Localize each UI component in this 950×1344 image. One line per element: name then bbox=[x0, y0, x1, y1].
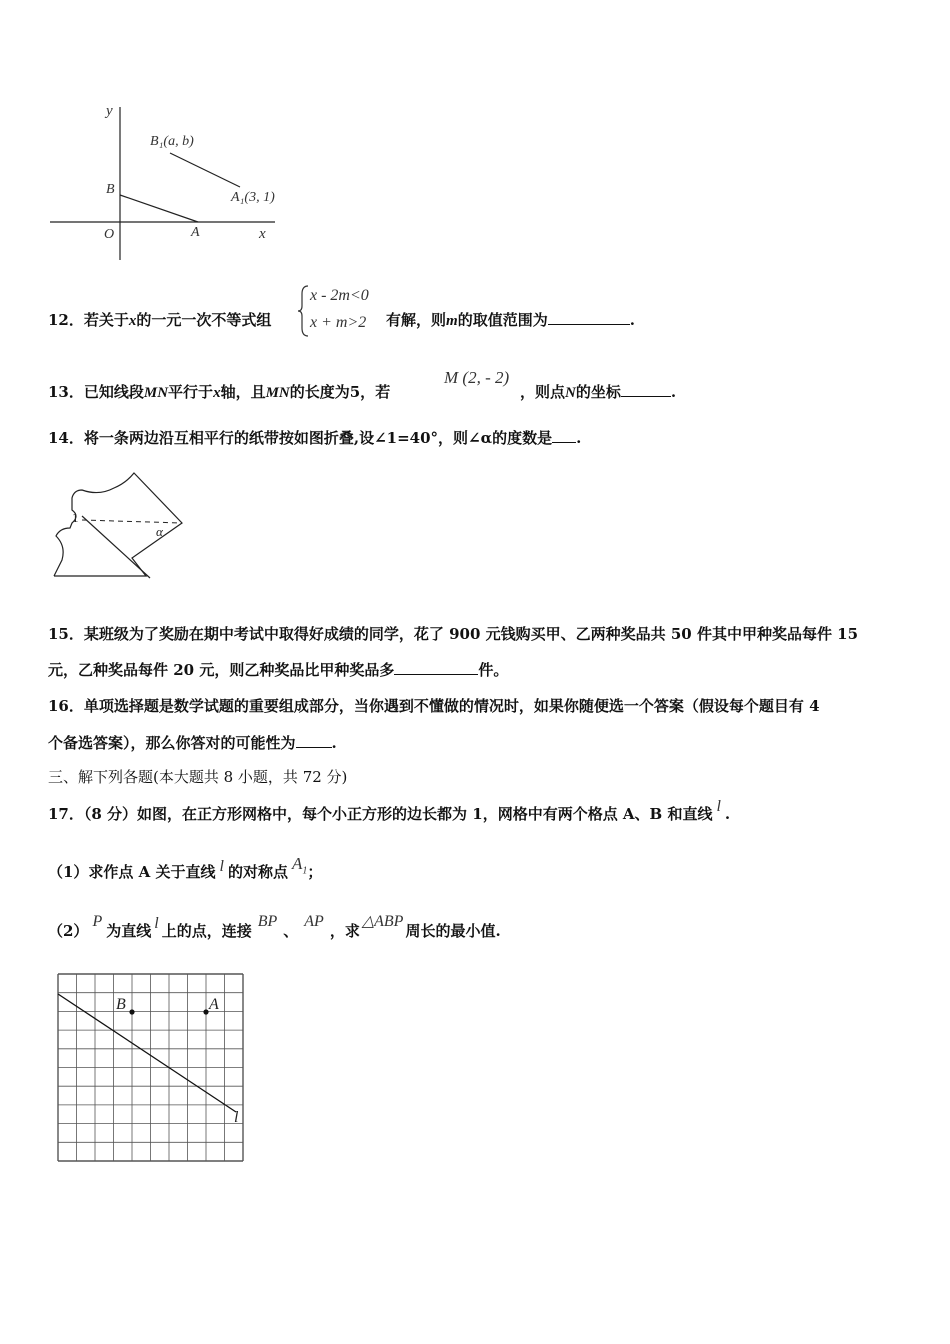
q17-p2-e: 周长的最小值. bbox=[405, 922, 501, 940]
question-17-part-1 bbox=[48, 854, 323, 889]
segment-ab bbox=[120, 195, 198, 222]
question-13-tail bbox=[520, 382, 676, 403]
q13-mn-1: MN bbox=[143, 385, 169, 401]
question-13 bbox=[48, 382, 390, 403]
q17-p2-a: （2） bbox=[48, 922, 89, 940]
question-15-line-1 bbox=[48, 624, 858, 644]
point-b-label: B bbox=[116, 996, 126, 1013]
origin-label: O bbox=[104, 227, 115, 242]
question-16-line-1 bbox=[48, 696, 820, 716]
q17-p2-sep: 、 bbox=[283, 922, 299, 940]
q14-answer-blank[interactable] bbox=[552, 428, 576, 443]
q17-p2-bp: BP bbox=[257, 913, 278, 930]
q12-suffix-b: 的取值范围为 bbox=[457, 311, 548, 329]
segment-a1b1 bbox=[170, 153, 240, 187]
fold-line bbox=[82, 516, 150, 578]
q17-p1-a: （1）求作点 A 关于直线 bbox=[48, 863, 216, 881]
q12-mid: 的一元一次不等式组 bbox=[136, 311, 272, 329]
q13-t4: ，则点 bbox=[520, 383, 566, 401]
q12-suffix-a: 有解，则 bbox=[386, 311, 447, 329]
question-17 bbox=[48, 798, 731, 825]
q17-p2-triangle: △ABP bbox=[361, 913, 404, 930]
question-15-line-2 bbox=[48, 660, 508, 680]
q17-p2-d: ，求 bbox=[329, 922, 360, 940]
x-label: x bbox=[259, 226, 266, 242]
angle-1-label: 1 bbox=[72, 510, 79, 525]
b-label: B bbox=[106, 182, 115, 197]
q17-p2-l: l bbox=[154, 915, 159, 932]
question-16-line-2 bbox=[48, 733, 337, 753]
q16-answer-blank[interactable] bbox=[296, 733, 332, 748]
point-a bbox=[203, 1009, 208, 1014]
q17-a1-letter: A bbox=[292, 854, 303, 873]
grid-figure bbox=[56, 972, 256, 1168]
q17-p1-point-a1 bbox=[292, 854, 308, 877]
q13-point-m: M (2, - 2) bbox=[444, 368, 510, 387]
q13-t1: 平行于 bbox=[168, 383, 214, 401]
q13-mn-2: MN bbox=[265, 385, 290, 401]
q14-text: 14．将一条两边沿互相平行的纸带按如图折叠,设∠1=40°，则∠α的度数是 bbox=[48, 429, 553, 447]
strip-dashed-edge bbox=[82, 520, 182, 523]
section-3-heading bbox=[48, 767, 347, 787]
section-3-title: 三、解下列各题(本大题共 8 小题，共 72 分) bbox=[48, 768, 348, 786]
q15-line-1-text: 15．某班级为了奖励在期中考试中取得好成绩的同学，花了 900 元钱购买甲、乙两种奖品共 50 件其中甲种奖品每件 15 bbox=[48, 625, 859, 643]
question-12-tail bbox=[386, 310, 635, 331]
q16-line-2a: 个备选答案），那么你答对的可能性为 bbox=[48, 734, 296, 752]
q13-n: N bbox=[565, 385, 576, 401]
question-17-part-2 bbox=[48, 913, 501, 942]
q17-a1-subscript: 1 bbox=[302, 865, 308, 877]
q13-answer-blank[interactable] bbox=[621, 382, 671, 397]
q13-t3: 的长度为5，若 bbox=[289, 383, 391, 401]
system-brace bbox=[296, 284, 310, 338]
folded-strip-figure bbox=[44, 468, 194, 588]
coordinate-figure bbox=[40, 95, 300, 265]
q12-var-m: m bbox=[446, 313, 458, 329]
q17-p2-ap: AP bbox=[304, 913, 324, 930]
q13-x: x bbox=[213, 385, 221, 401]
q16-line-2b: . bbox=[331, 734, 337, 752]
question-14 bbox=[48, 428, 581, 448]
q16-line-1-text: 16．单项选择题是数学试题的重要组成部分，当你遇到不懂做的情况时，如果你随便选一个答案（假设每个题目有 4 bbox=[48, 697, 820, 715]
q12-inequality-2: x + m>2 bbox=[310, 314, 367, 331]
q15-line-2b: 件。 bbox=[478, 661, 509, 679]
point-a-label: A bbox=[209, 996, 219, 1013]
q15-answer-blank[interactable] bbox=[394, 660, 478, 675]
line-l-label: l bbox=[234, 1109, 239, 1126]
q14-end: . bbox=[576, 429, 582, 447]
q12-inequality-1: x - 2m<0 bbox=[310, 287, 369, 304]
a1-label: A₁(3, 1) bbox=[231, 190, 275, 205]
q17-line-l: l bbox=[716, 798, 721, 815]
q17-p1-l: l bbox=[219, 858, 224, 875]
q17-p2-p: P bbox=[92, 913, 103, 930]
point-b bbox=[129, 1009, 134, 1014]
b1-label: B₁(a, b) bbox=[150, 134, 194, 149]
q17-p2-c: 上的点，连接 bbox=[161, 922, 252, 940]
q12-var-x: x bbox=[128, 313, 137, 329]
angle-alpha-label: α bbox=[156, 524, 163, 539]
q17-end: . bbox=[724, 805, 731, 823]
q17-p1-end: ； bbox=[307, 863, 323, 881]
q13-end: . bbox=[670, 383, 677, 401]
q12-prefix: 12．若关于 bbox=[48, 311, 129, 329]
q17-p1-b: 的对称点 bbox=[227, 863, 288, 881]
q13-prefix: 13．已知线段 bbox=[48, 383, 144, 401]
q13-t2: 轴，且 bbox=[220, 383, 266, 401]
q12-answer-blank[interactable] bbox=[548, 310, 630, 325]
a-label: A bbox=[191, 225, 200, 240]
q12-end: . bbox=[629, 311, 635, 329]
y-label: y bbox=[106, 103, 113, 119]
q17-p2-b: 为直线 bbox=[106, 922, 152, 940]
q17-text: 17．（8 分）如图，在正方形网格中，每个小正方形的边长都为 1，网格中有两个格点 A、B 和直线 bbox=[48, 805, 713, 823]
q15-line-2a: 元，乙种奖品每件 20 元，则乙种奖品比甲种奖品多 bbox=[48, 661, 395, 679]
question-12 bbox=[48, 310, 271, 331]
q13-t5: 的坐标 bbox=[575, 383, 621, 401]
